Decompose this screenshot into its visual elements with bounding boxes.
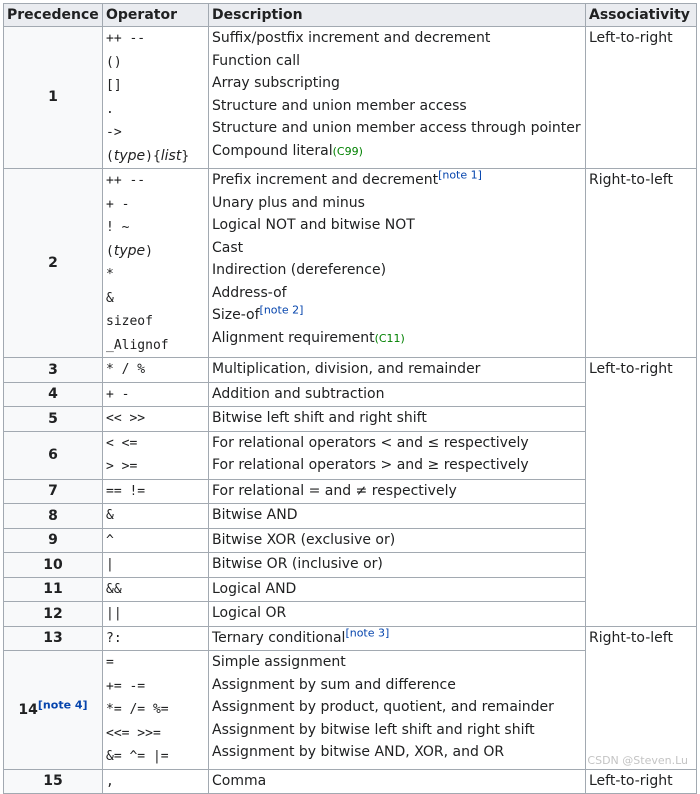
- description-line: [212, 602, 582, 625]
- header-row: [4, 4, 697, 27]
- description-line: [212, 432, 582, 455]
- operator-line: [106, 98, 205, 122]
- description-cell: [209, 169, 586, 358]
- precedence-value: 12: [43, 605, 63, 622]
- precedence-value: 11: [43, 581, 63, 597]
- description-text: Prefix increment and decrement: [212, 172, 439, 188]
- operator-cell: [103, 602, 209, 627]
- description-text: Array subscripting: [212, 75, 340, 91]
- operator-line: [106, 432, 205, 456]
- description-note-link[interactable]: [note 3]: [345, 625, 390, 639]
- operator-part: ): [145, 243, 153, 259]
- precedence-value: 5: [48, 410, 58, 427]
- precedence-value: 7: [48, 483, 58, 499]
- description-text: For relational = and ≠ respectively: [212, 482, 457, 499]
- description-cell: [209, 27, 586, 169]
- operator-symbol: > >=: [106, 459, 138, 474]
- operator-cell: [103, 504, 209, 529]
- operator-symbol: ++ --: [106, 173, 146, 188]
- operator-cell: [103, 651, 209, 770]
- description-cell: [209, 626, 586, 651]
- description-cell: [209, 431, 586, 479]
- operator-cell: [103, 553, 209, 578]
- operator-symbol: ->: [106, 125, 122, 140]
- associativity-cell: Left-to-right: [586, 358, 697, 627]
- operator-line: [106, 602, 205, 626]
- operator-line: [106, 675, 205, 699]
- operator-part: {: [152, 148, 161, 164]
- description-text: Alignment requirement: [212, 329, 375, 346]
- description-cell: [209, 382, 586, 407]
- description-line: [212, 237, 582, 260]
- precedence-cell: [4, 651, 103, 770]
- operator-line: [106, 358, 205, 382]
- header-description: Description: [209, 4, 586, 27]
- table-body: [4, 27, 697, 794]
- operator-part: ): [145, 148, 153, 164]
- precedence-cell: [4, 358, 103, 383]
- header-precedence: Precedence: [4, 4, 103, 27]
- description-text: Bitwise XOR (exclusive or): [212, 531, 396, 548]
- description-line: [212, 169, 582, 192]
- description-cell: [209, 504, 586, 529]
- watermark: CSDN @Steven.Lu: [587, 754, 688, 767]
- operator-cell: [103, 382, 209, 407]
- table-row: [4, 169, 697, 358]
- operator-line: [106, 407, 205, 431]
- precedence-cell: [4, 479, 103, 504]
- precedence-cell: [4, 602, 103, 627]
- description-line: [212, 27, 582, 50]
- description-line: [212, 50, 582, 73]
- operator-symbol: sizeof: [106, 314, 153, 329]
- operator-symbol: + -: [106, 196, 130, 212]
- description-cell: [209, 553, 586, 578]
- operator-part: (: [106, 148, 114, 164]
- operator-symbol: == !=: [106, 483, 146, 499]
- description-cell: [209, 651, 586, 770]
- operator-symbol: []: [106, 78, 122, 93]
- operator-line: [106, 27, 205, 51]
- description-text: Cast: [212, 239, 244, 256]
- description-line: [212, 358, 582, 381]
- version-tag[interactable]: (C11): [374, 331, 405, 345]
- description-line: [212, 140, 582, 164]
- operator-cell: [103, 169, 209, 358]
- operator-symbol: += -=: [106, 678, 146, 694]
- operator-line: [106, 74, 205, 98]
- operator-symbol: ?:: [106, 630, 122, 646]
- precedence-cell: [4, 528, 103, 553]
- operator-line: [106, 698, 205, 722]
- description-text: Assignment by sum and difference: [212, 676, 456, 693]
- operator-part: type: [113, 147, 146, 164]
- operator-symbol: &: [106, 508, 114, 523]
- operator-line: [106, 455, 205, 479]
- description-line: [212, 95, 582, 118]
- operator-symbol: ^: [106, 532, 114, 548]
- operator-part: list: [160, 147, 182, 164]
- description-line: [212, 117, 582, 140]
- description-text: Logical OR: [212, 605, 287, 621]
- operator-line: [106, 169, 205, 193]
- operator-symbol: ||: [106, 606, 122, 621]
- operator-cell: [103, 407, 209, 432]
- operator-symbol: |: [106, 557, 114, 572]
- operator-symbol: .: [106, 101, 114, 117]
- operator-symbol: *= /= %=: [106, 702, 169, 717]
- description-line: [212, 696, 582, 719]
- operator-symbol: *: [106, 267, 114, 282]
- description-text: Assignment by bitwise AND, XOR, and OR: [212, 744, 505, 760]
- operator-symbol: (): [106, 54, 122, 70]
- description-line: [212, 578, 582, 601]
- header-associativity: Associativity: [586, 4, 697, 27]
- description-cell: [209, 577, 586, 602]
- operator-symbol: <<= >>=: [106, 725, 161, 741]
- operator-cell: [103, 27, 209, 169]
- operator-symbol: << >>: [106, 411, 146, 426]
- associativity-cell: Right-to-left: [586, 169, 697, 358]
- operator-symbol: * / %: [106, 362, 146, 377]
- precedence-cell: [4, 27, 103, 169]
- precedence-value: 13: [43, 630, 63, 646]
- operator-precedence-table: [3, 3, 697, 794]
- operator-line: [106, 770, 205, 794]
- operator-symbol: ,: [106, 773, 114, 789]
- description-line: [212, 259, 582, 282]
- precedence-value: 6: [48, 446, 58, 463]
- table-row: [4, 358, 697, 383]
- description-text: Assignment by bitwise left shift and right shift: [212, 721, 535, 738]
- description-line: [212, 480, 582, 503]
- associativity-cell: Left-to-right: [586, 27, 697, 169]
- precedence-value: 14: [18, 701, 38, 718]
- description-cell: [209, 602, 586, 627]
- operator-symbol: _Alignof: [106, 337, 169, 353]
- description-note-link[interactable]: [note 1]: [438, 168, 482, 182]
- operator-symbol: < <=: [106, 435, 138, 451]
- version-tag[interactable]: (C99): [332, 144, 363, 158]
- description-text: Logical NOT and bitwise NOT: [212, 217, 415, 233]
- description-text: Bitwise OR (inclusive or): [212, 556, 383, 572]
- description-text: Logical AND: [212, 580, 297, 597]
- precedence-cell: [4, 577, 103, 602]
- operator-line: [106, 578, 205, 602]
- operator-symbol: + -: [106, 386, 130, 402]
- description-line: [212, 719, 582, 742]
- description-text: Structure and union member access through pointer: [212, 120, 581, 136]
- precedence-note-link[interactable]: [note 4]: [37, 697, 88, 711]
- precedence-value: 15: [43, 773, 63, 789]
- operator-symbol: ++ --: [106, 31, 146, 46]
- description-text: For relational operators < and ≤ respectively: [212, 434, 529, 451]
- description-text: Bitwise left shift and right shift: [212, 410, 427, 426]
- operator-line: [106, 480, 205, 504]
- operator-line: [106, 651, 205, 675]
- description-text: Assignment by product, quotient, and remainder: [212, 699, 554, 715]
- description-line: [212, 504, 582, 527]
- precedence-value: 1: [48, 89, 58, 106]
- operator-line: [106, 193, 205, 217]
- description-text: Structure and union member access: [212, 97, 467, 114]
- description-line: [212, 72, 582, 95]
- operator-line: [106, 334, 205, 358]
- description-text: Unary plus and minus: [212, 194, 365, 211]
- operator-line: [106, 745, 205, 769]
- operator-part: type: [113, 242, 146, 259]
- description-line: [212, 327, 582, 351]
- operator-line: [106, 529, 205, 553]
- operator-symbol: &: [106, 290, 114, 306]
- description-line: [212, 674, 582, 697]
- description-text: Indirection (dereference): [212, 262, 387, 278]
- description-line: [212, 407, 582, 430]
- operator-line: [106, 310, 205, 334]
- description-text: Comma: [212, 772, 267, 789]
- operator-symbol: &= ^= |=: [106, 749, 169, 764]
- operator-line: [106, 627, 205, 651]
- operator-cell: [103, 626, 209, 651]
- precedence-cell: [4, 626, 103, 651]
- precedence-value: 10: [43, 556, 63, 573]
- operator-cell: [103, 358, 209, 383]
- operator-part: }: [181, 148, 190, 164]
- description-cell: [209, 528, 586, 553]
- precedence-cell: [4, 504, 103, 529]
- operator-line: [106, 722, 205, 746]
- precedence-value: 2: [48, 254, 58, 271]
- operator-line: [106, 553, 205, 577]
- description-line: [212, 651, 582, 674]
- operator-symbol: &&: [106, 581, 122, 597]
- precedence-cell: [4, 407, 103, 432]
- description-text: For relational operators > and ≥ respectively: [212, 457, 529, 473]
- table-row: [4, 626, 697, 651]
- operator-line: [106, 51, 205, 75]
- operator-line: [106, 240, 205, 264]
- description-text: Multiplication, division, and remainder: [212, 361, 481, 377]
- operator-part: (: [106, 243, 114, 259]
- operator-line: [106, 145, 205, 169]
- description-text: Suffix/postfix increment and decrement: [212, 30, 491, 46]
- description-cell: [209, 479, 586, 504]
- operator-cell: [103, 577, 209, 602]
- precedence-value: 4: [48, 386, 58, 402]
- description-line: [212, 282, 582, 305]
- description-text: Bitwise AND: [212, 507, 298, 523]
- operator-cell: [103, 431, 209, 479]
- header-operator: Operator: [103, 4, 209, 27]
- description-text: Simple assignment: [212, 654, 346, 670]
- description-line: [212, 192, 582, 215]
- precedence-value: 8: [48, 507, 58, 524]
- description-text: Size-of: [212, 307, 260, 323]
- operator-line: [106, 383, 205, 407]
- precedence-cell: [4, 431, 103, 479]
- table-row: [4, 27, 697, 169]
- operator-line: [106, 216, 205, 240]
- operator-cell: [103, 479, 209, 504]
- associativity-cell: Left-to-right: [586, 769, 697, 794]
- description-text: Address-of: [212, 284, 287, 301]
- description-text: Compound literal: [212, 142, 333, 159]
- description-line: [212, 214, 582, 237]
- description-line: [212, 454, 582, 477]
- description-text: Addition and subtraction: [212, 385, 385, 402]
- operator-symbol: ! ~: [106, 220, 130, 235]
- description-line: [212, 304, 582, 327]
- operator-line: [106, 263, 205, 287]
- description-line: [212, 627, 582, 650]
- operator-line: [106, 121, 205, 145]
- description-line: [212, 383, 582, 406]
- description-text: Ternary conditional: [212, 629, 346, 646]
- associativity-cell: Right-to-left: [586, 626, 697, 769]
- precedence-value: 3: [48, 361, 58, 378]
- description-cell: [209, 407, 586, 432]
- description-cell: [209, 358, 586, 383]
- precedence-cell: [4, 553, 103, 578]
- operator-line: [106, 504, 205, 528]
- description-line: [212, 741, 582, 764]
- precedence-value: 9: [48, 532, 58, 548]
- precedence-cell: [4, 169, 103, 358]
- description-line: [212, 529, 582, 552]
- operator-symbol: =: [106, 655, 114, 670]
- description-note-link[interactable]: [note 2]: [259, 303, 304, 317]
- operator-cell: [103, 528, 209, 553]
- description-line: [212, 553, 582, 576]
- precedence-cell: [4, 382, 103, 407]
- operator-line: [106, 287, 205, 311]
- description-text: Function call: [212, 52, 301, 69]
